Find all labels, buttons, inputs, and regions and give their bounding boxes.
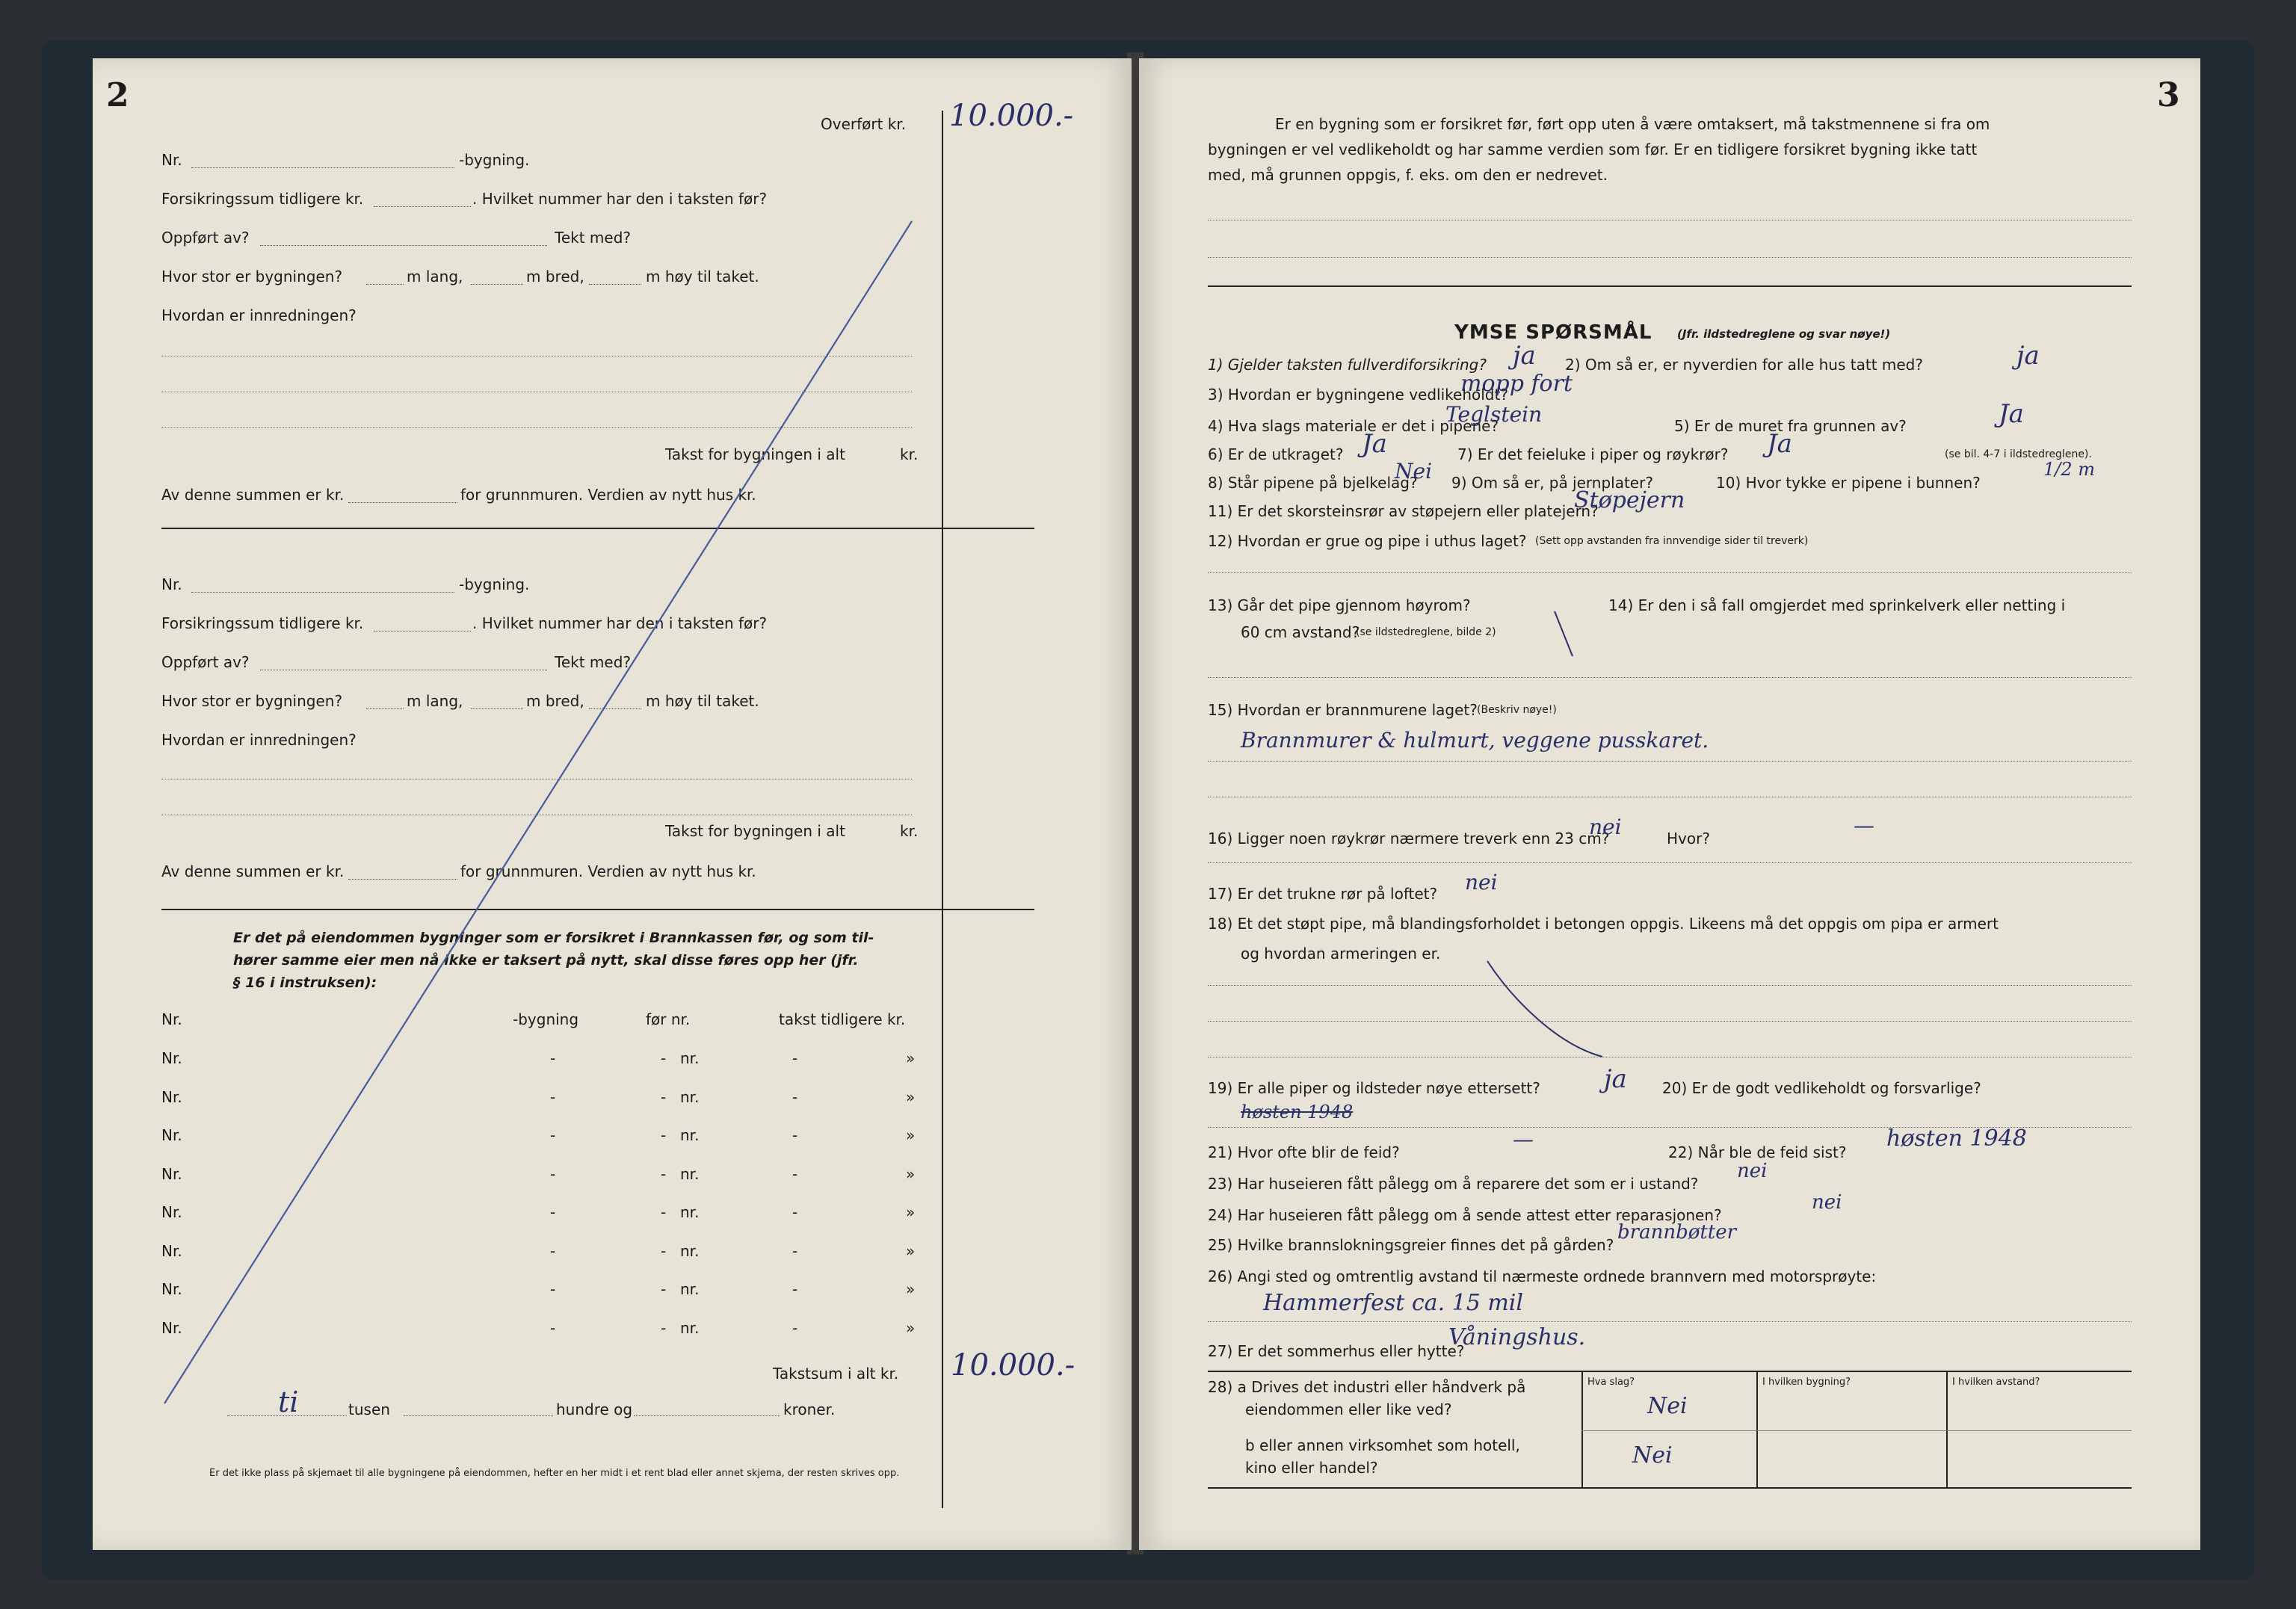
bygning-label: -bygning. bbox=[459, 575, 530, 593]
m-lang: m lang, bbox=[407, 692, 463, 710]
q14-note: (se ildstedreglene, bilde 2) bbox=[1356, 626, 1496, 638]
takst-kr: kr. bbox=[900, 822, 919, 840]
a26: Hammerfest ca. 15 mil bbox=[1263, 1290, 1523, 1316]
takstsum-value: 10.000.- bbox=[951, 1348, 1076, 1383]
a17: nei bbox=[1465, 870, 1498, 895]
a6: Ja bbox=[1362, 429, 1387, 459]
note-line-2: hører samme eier men nå ikke er taksert på nytt, skal disse føres opp her (jfr. bbox=[233, 952, 859, 969]
tekt-label: Tekt med? bbox=[555, 653, 632, 671]
col-avstand: I hvilken avstand? bbox=[1952, 1377, 2040, 1388]
row-dash: - bbox=[661, 1318, 667, 1337]
row-nr2: nr. bbox=[680, 1087, 700, 1106]
tusen-value: ti bbox=[278, 1386, 299, 1418]
row-dash: - bbox=[792, 1318, 798, 1337]
row-dash: - bbox=[792, 1203, 798, 1221]
row-quote: » bbox=[906, 1280, 916, 1298]
q28a-line1: 28) a Drives det industri eller håndverk på bbox=[1208, 1378, 1526, 1396]
row-nr2: nr. bbox=[680, 1203, 700, 1221]
a25: brannbøtter bbox=[1617, 1221, 1737, 1244]
row-dash: - bbox=[792, 1241, 798, 1260]
grunnmur-label: for grunnmuren. Verdien av nytt hus kr. bbox=[460, 486, 756, 504]
overfort-value: 10.000.- bbox=[949, 99, 1074, 133]
row-nr: Nr. bbox=[161, 1049, 182, 1067]
a4: Teglstein bbox=[1445, 402, 1543, 427]
a22: høsten 1948 bbox=[1886, 1125, 2027, 1152]
innredning-label: Hvordan er innredningen? bbox=[161, 731, 357, 749]
row-dash: - bbox=[661, 1049, 667, 1067]
bygning-label: -bygning. bbox=[459, 151, 530, 169]
row-quote: » bbox=[906, 1126, 916, 1144]
row-dash: - bbox=[792, 1164, 798, 1183]
q12-note: (Sett opp avstanden fra innvendige sider til treverk) bbox=[1535, 535, 1809, 547]
q24: 24) Har huseieren fått pålegg om å sende attest etter reparasjonen? bbox=[1208, 1206, 1722, 1224]
overfort-label: Overført kr. bbox=[821, 115, 907, 133]
a27: Våningshus. bbox=[1448, 1324, 1586, 1350]
takst-label: Takst for bygningen i alt bbox=[665, 445, 845, 463]
a15: Brannmurer & hulmurt, veggene pusskaret. bbox=[1241, 728, 1709, 753]
q19: 19) Er alle piper og ildsteder nøye ettersett? bbox=[1208, 1079, 1540, 1097]
q3: 3) Hvordan er bygningene vedlikeholdt? bbox=[1208, 386, 1508, 404]
q2: 2) Om så er, er nyverdien for alle hus tatt med? bbox=[1565, 356, 1923, 374]
forsikringssum-label: Forsikringssum tidligere kr. bbox=[161, 614, 364, 632]
row-dash: - bbox=[550, 1087, 556, 1106]
a7: Ja bbox=[1767, 429, 1792, 459]
row-dash: - bbox=[661, 1203, 667, 1221]
row-quote: » bbox=[906, 1164, 916, 1183]
row-dash: - bbox=[550, 1126, 556, 1144]
hvor-stor-label: Hvor stor er bygningen? bbox=[161, 692, 343, 710]
row-quote: » bbox=[906, 1203, 916, 1221]
row-nr2: nr. bbox=[680, 1126, 700, 1144]
takst-kr: kr. bbox=[900, 445, 919, 463]
q23: 23) Har huseieren fått pålegg om å reparere det som er i ustand? bbox=[1208, 1175, 1699, 1193]
q7-note: (se bil. 4-7 i ildstedreglene). bbox=[1945, 448, 2092, 460]
q9: 9) Om så er, på jernplater? bbox=[1451, 474, 1653, 492]
intro-line-3: med, må grunnen oppgis, f. eks. om den er nedrevet. bbox=[1208, 166, 1608, 184]
row-dash: - bbox=[661, 1126, 667, 1144]
a16: nei bbox=[1589, 815, 1622, 839]
page-number: 3 bbox=[2157, 76, 2180, 114]
row-dash: - bbox=[550, 1164, 556, 1183]
a2: ja bbox=[2016, 341, 2040, 371]
a3: mopp fort bbox=[1460, 371, 1573, 397]
q5: 5) Er de muret fra grunnen av? bbox=[1674, 417, 1907, 435]
kroner-word: kroner. bbox=[783, 1400, 836, 1418]
tusen-word: tusen bbox=[348, 1400, 390, 1418]
a16b: — bbox=[1854, 813, 1874, 838]
q28b-line2: kino eller handel? bbox=[1245, 1459, 1378, 1477]
list-for-nr: før nr. bbox=[646, 1010, 691, 1028]
a10: 1/2 m bbox=[2043, 459, 2096, 480]
row-nr: Nr. bbox=[161, 1164, 182, 1183]
row-nr2: nr. bbox=[680, 1049, 700, 1067]
pen-strokes bbox=[1139, 58, 2200, 1550]
row-dash: - bbox=[661, 1164, 667, 1183]
row-dash: - bbox=[661, 1241, 667, 1260]
q13: 13) Går det pipe gjennom høyrom? bbox=[1208, 596, 1471, 614]
list-bygning: -bygning bbox=[513, 1010, 579, 1028]
a19b: høsten 1948 bbox=[1241, 1102, 1354, 1122]
tekt-label: Tekt med? bbox=[555, 229, 632, 247]
q28a-line2: eiendommen eller like ved? bbox=[1245, 1400, 1452, 1418]
row-quote: » bbox=[906, 1087, 916, 1106]
list-takst: takst tidligere kr. bbox=[779, 1010, 906, 1028]
note-line-3: § 16 i instruksen): bbox=[233, 975, 377, 991]
row-nr: Nr. bbox=[161, 1318, 182, 1337]
q21: 21) Hvor ofte blir de feid? bbox=[1208, 1143, 1400, 1161]
ymse-heading: YMSE SPØRSMÅL bbox=[1454, 321, 1652, 344]
hvilket-label: . Hvilket nummer har den i taksten før? bbox=[472, 190, 768, 208]
a24: nei bbox=[1812, 1191, 1842, 1214]
row-dash: - bbox=[550, 1280, 556, 1298]
oppfort-label: Oppført av? bbox=[161, 229, 250, 247]
row-dash: - bbox=[550, 1241, 556, 1260]
a1: ja bbox=[1513, 341, 1536, 371]
a19: ja bbox=[1604, 1064, 1627, 1094]
q10: 10) Hvor tykke er pipene i bunnen? bbox=[1716, 474, 1981, 492]
m-hoy: m høy til taket. bbox=[646, 692, 759, 710]
row-nr2: nr. bbox=[680, 1241, 700, 1260]
hvilket-label: . Hvilket nummer har den i taksten før? bbox=[472, 614, 768, 632]
q16: 16) Ligger noen røykrør nærmere treverk enn 23 cm? bbox=[1208, 830, 1610, 847]
q20: 20) Er de godt vedlikeholdt og forsvarlige? bbox=[1662, 1079, 1981, 1097]
ymse-heading-note: (Jfr. ildstedreglene og svar nøye!) bbox=[1677, 327, 1891, 341]
page-number: 2 bbox=[106, 76, 129, 114]
forsikringssum-label: Forsikringssum tidligere kr. bbox=[161, 190, 364, 208]
q22: 22) Når ble de feid sist? bbox=[1668, 1143, 1847, 1161]
col-bygning: I hvilken bygning? bbox=[1762, 1377, 1851, 1388]
q12: 12) Hvordan er grue og pipe i uthus laget? bbox=[1208, 532, 1527, 550]
q28b-line1: b eller annen virksomhet som hotell, bbox=[1245, 1436, 1520, 1454]
q26: 26) Angi sted og omtrentlig avstand til nærmeste ordnede brannvern med motorsprøyte: bbox=[1208, 1267, 1877, 1285]
left-page bbox=[93, 58, 1132, 1550]
nr-label: Nr. bbox=[161, 575, 182, 593]
q18b: og hvordan armeringen er. bbox=[1241, 945, 1441, 963]
q11: 11) Er det skorsteinsrør av støpejern eller platejern? bbox=[1208, 502, 1599, 520]
row-nr: Nr. bbox=[161, 1203, 182, 1221]
av-denne-label: Av denne summen er kr. bbox=[161, 486, 345, 504]
right-page bbox=[1139, 58, 2200, 1550]
row-nr2: nr. bbox=[680, 1318, 700, 1337]
a28a: Nei bbox=[1647, 1393, 1688, 1419]
footer-note: Er det ikke plass på skjemaet til alle bygningene på eiendommen, hefter en her midt i et rent blad eller annet skjema, der resten skrives opp. bbox=[209, 1468, 900, 1479]
row-dash: - bbox=[661, 1087, 667, 1106]
row-nr: Nr. bbox=[161, 1126, 182, 1144]
q17: 17) Er det trukne rør på loftet? bbox=[1208, 885, 1438, 903]
intro-line-1: Er en bygning som er forsikret før, ført opp uten å være omtaksert, må takstmennene si fra om bbox=[1275, 115, 1990, 133]
q1: 1) Gjelder taksten fullverdiforsikring? bbox=[1208, 356, 1487, 374]
row-nr: Nr. bbox=[161, 1241, 182, 1260]
m-lang: m lang, bbox=[407, 268, 463, 285]
row-dash: - bbox=[792, 1126, 798, 1144]
col-hva-slag: Hva slag? bbox=[1587, 1377, 1635, 1388]
row-dash: - bbox=[792, 1280, 798, 1298]
a8: Nei bbox=[1395, 459, 1433, 484]
row-dash: - bbox=[550, 1203, 556, 1221]
grunnmur-label: for grunnmuren. Verdien av nytt hus kr. bbox=[460, 862, 756, 880]
a21: — bbox=[1513, 1127, 1534, 1152]
list-nr: Nr. bbox=[161, 1010, 182, 1028]
q27: 27) Er det sommerhus eller hytte? bbox=[1208, 1342, 1465, 1360]
a11: Støpejern bbox=[1574, 487, 1685, 513]
takstsum-label: Takstsum i alt kr. bbox=[773, 1365, 899, 1383]
m-hoy: m høy til taket. bbox=[646, 268, 759, 285]
row-nr2: nr. bbox=[680, 1280, 700, 1298]
note-line-1: Er det på eiendommen bygninger som er forsikret i Brannkassen før, og som til- bbox=[233, 930, 874, 946]
intro-line-2: bygningen er vel vedlikeholdt og har samme verdien som før. Er en tidligere forsikret bygning ikke tatt bbox=[1208, 140, 1978, 158]
row-nr2: nr. bbox=[680, 1164, 700, 1183]
m-bred: m bred, bbox=[526, 692, 584, 710]
row-nr: Nr. bbox=[161, 1280, 182, 1298]
row-dash: - bbox=[550, 1049, 556, 1067]
av-denne-label: Av denne summen er kr. bbox=[161, 862, 345, 880]
row-quote: » bbox=[906, 1318, 916, 1337]
q4: 4) Hva slags materiale er det i pipene? bbox=[1208, 417, 1499, 435]
q6: 6) Er de utkraget? bbox=[1208, 445, 1344, 463]
oppfort-label: Oppført av? bbox=[161, 653, 250, 671]
nr-label: Nr. bbox=[161, 151, 182, 169]
q8: 8) Står pipene på bjelkelag? bbox=[1208, 474, 1418, 492]
hvor-stor-label: Hvor stor er bygningen? bbox=[161, 268, 343, 285]
row-nr: Nr. bbox=[161, 1087, 182, 1106]
row-dash: - bbox=[792, 1049, 798, 1067]
a5: Ja bbox=[1999, 399, 2024, 429]
q15: 15) Hvordan er brannmurene laget? bbox=[1208, 701, 1478, 719]
row-dash: - bbox=[792, 1087, 798, 1106]
q15-note: (Beskriv nøye!) bbox=[1477, 704, 1557, 716]
m-bred: m bred, bbox=[526, 268, 584, 285]
row-dash: - bbox=[661, 1280, 667, 1298]
a28b: Nei bbox=[1632, 1442, 1673, 1469]
q7: 7) Er det feieluke i piper og røykrør? bbox=[1457, 445, 1729, 463]
strike-line bbox=[93, 58, 1132, 1550]
q14b: 60 cm avstand? bbox=[1241, 623, 1360, 641]
hundre-word: hundre og bbox=[556, 1400, 633, 1418]
a23: nei bbox=[1737, 1160, 1768, 1182]
innredning-label: Hvordan er innredningen? bbox=[161, 306, 357, 324]
row-quote: » bbox=[906, 1241, 916, 1260]
q25: 25) Hvilke brannslokningsgreier finnes det på gården? bbox=[1208, 1236, 1614, 1254]
row-dash: - bbox=[550, 1318, 556, 1337]
q14: 14) Er den i så fall omgjerdet med sprinkelverk eller netting i bbox=[1608, 596, 2066, 614]
q18: 18) Et det støpt pipe, må blandingsforholdet i betongen oppgis. Likeens må det oppgis om pipa er armert bbox=[1208, 915, 1999, 933]
row-quote: » bbox=[906, 1049, 916, 1067]
q16b: Hvor? bbox=[1667, 830, 1710, 847]
takst-label: Takst for bygningen i alt bbox=[665, 822, 845, 840]
